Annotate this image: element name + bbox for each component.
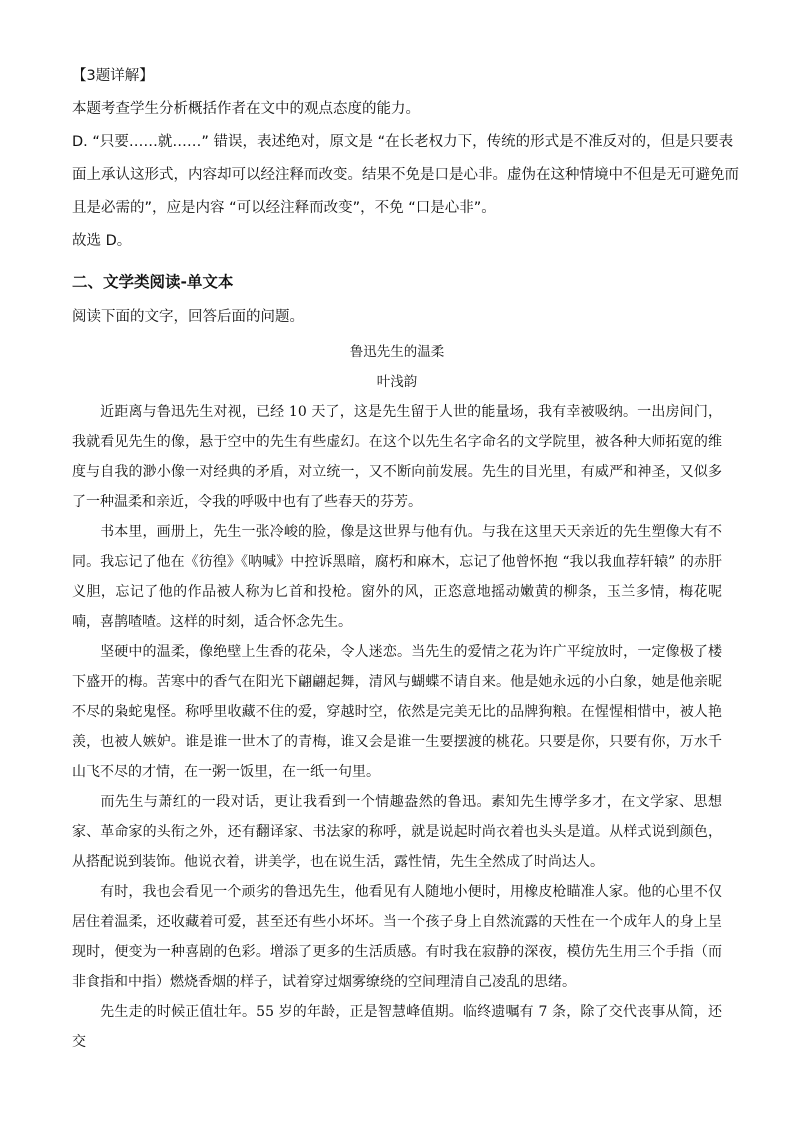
article-paragraph [72,787,722,877]
paragraph-text: 书本里，画册上，先生一张冷峻的脸，像是这世界与他有仇。与我在这里天天亲近的先生塑像大有不同。我忘记了他在《彷徨》《呐喊》中控诉黑暗，腐朽和麻木，忘记了他曾怀抱 “我以我血荐轩辕” 的赤肝义胆，忘记了他的作品被人称为匕首和投枪。窗外的风，正恣意地摇动嫩黄的柳条，玉兰多情，梅花呢喃，喜鹊喳喳。这样的时刻，适合怀念先生。 [72,524,722,630]
article-body [72,397,722,1057]
section-heading: 二、文学类阅读-单文本 [72,273,234,291]
article-title: 鲁迅先生的温柔 [349,344,445,360]
section-instruction: 阅读下面的文字，回答后面的问题。 [72,309,304,325]
article-paragraph [72,997,722,1057]
paragraph-text: 坚硬中的温柔，像绝壁上生香的花朵，令人迷恋。当先生的爱情之花为许广平绽放时，一定像极了楼下盛开的梅。苦寒中的香气在阳光下翩翩起舞，清风与蝴蝶不请自来。他是她永远的小白象，她是他亲昵不尽的枭蛇鬼怪。称呼里收藏不住的爱，穿越时空，依然是完美无比的品牌狗粮。在惺惺相惜中，被人艳羡，也被人嫉妒。谁是谁一世木了的青梅，谁又会是谁一生要摆渡的桃花。只要是你，只要有你，万水千山飞不尽的才情，在一粥一饭里，在一纸一句里。 [72,644,722,780]
article-author: 叶浅韵 [376,374,418,390]
explanation-line: 面上承认这形式，内容却可以经注释而改变。结果不免是口是心非。虚伪在这种情境中不但是无可避免而 [72,167,739,183]
explanation-line: D. “只要……就……” 错误，表述绝对，原文是 “在长老权力下，传统的形式是不准反对的，但是只要表 [72,134,734,150]
paragraph-text: 有时，我也会看见一个顽劣的鲁迅先生，他看见有人随地小便时，用橡皮枪瞄准人家。他的心里不仅居住着温柔，还收藏着可爱，甚至还有些小坏坏。当一个孩子身上自然流露的天性在一个成年人的身上呈现时，便变为一种喜剧的色彩。增添了更多的生活质感。有时我在寂静的深夜，模仿先生用三个手指（而非食指和中指）燃烧香烟的样子，试着穿过烟雾缭绕的空间理清自己凌乱的思绪。 [72,884,722,990]
paragraph-text: 而先生与萧红的一段对话，更让我看到一个情趣盎然的鲁迅。素知先生博学多才，在文学家、思想家、革命家的头衔之外，还有翻译家、书法家的称呼，就是说起时尚衣着也头头是道。从样式说到颜色，从搭配说到装饰。他说衣着，讲美学，也在说生活，露性情，先生全然成了时尚达人。 [72,794,722,870]
article-paragraph [72,877,722,997]
article-paragraph [72,397,722,517]
article-paragraph [72,517,722,637]
explanation-line: 本题考查学生分析概括作者在文中的观点态度的能力。 [72,101,420,117]
explanation-line: 且是必需的”，应是内容 “可以经注释而改变”，不免 “口是心非”。 [72,200,496,216]
article-paragraph [72,637,722,787]
explanation-heading: 【3题详解】 [72,68,154,84]
paragraph-text: 近距离与鲁迅先生对视，已经 10 天了，这是先生留于人世的能量场，我有幸被吸纳。一出房间门，我就看见先生的像，悬于空中的先生有些虚幻。在这个以先生名字命名的文学院里，被各种大师拓宽的维度与自我的渺小像一对经典的矛盾，对立统一，又不断向前发展。先生的目光里，有威严和神圣，又似多了一种温柔和亲近，令我的呼吸中也有了些春天的芬芳。 [72,404,722,510]
paragraph-text: 先生走的时候正值壮年。55 岁的年龄，正是智慧峰值期。临终遗嘱有 7 条，除了交代丧事从简，还交 [72,1004,722,1050]
answer-line: 故选 D。 [72,233,132,249]
